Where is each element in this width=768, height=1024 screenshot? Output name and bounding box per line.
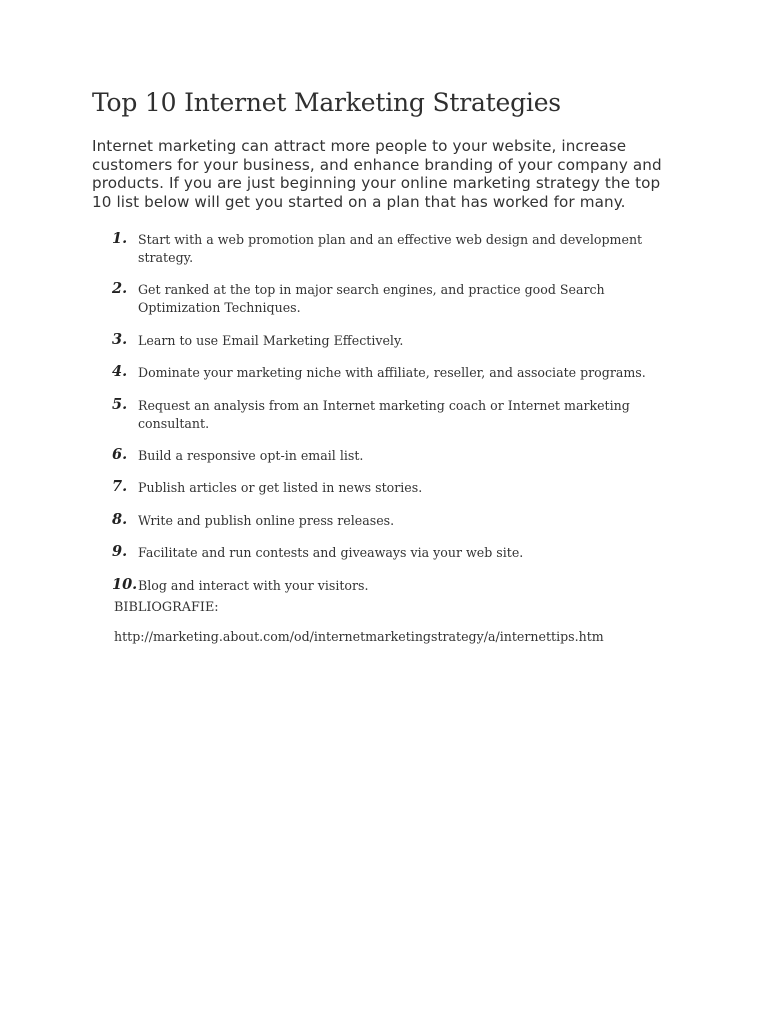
list-item-number: 3. xyxy=(112,330,128,348)
list-item xyxy=(112,478,672,497)
list-item-text: Write and publish online press releases. xyxy=(138,512,395,528)
list-item-text: Request an analysis from an Internet marketing coach or Internet marketing consultant. xyxy=(138,397,630,431)
list-item-number: 9. xyxy=(112,543,128,561)
list-item-number: 7. xyxy=(112,478,128,496)
list-item-number: 5. xyxy=(112,395,128,413)
list-item-number: 6. xyxy=(112,445,128,463)
intro-paragraph: Internet marketing can attract more people to your website, increase customers for your business, and enhance branding of your company and products. If you are just beginning your online marketing strategy the top 10 list below will get you started on a plan that has worked for many. xyxy=(92,137,662,211)
strategy-list xyxy=(112,230,672,608)
list-item xyxy=(112,543,672,562)
list-item-number: 10. xyxy=(112,575,138,593)
list-item-text: Get ranked at the top in major search engines, and practice good Search Optimization Techniques. xyxy=(138,282,605,316)
list-item xyxy=(112,280,672,317)
list-item-text: Facilitate and run contests and giveaways via your web site. xyxy=(138,545,524,561)
list-item xyxy=(112,331,672,350)
list-item xyxy=(112,396,672,433)
list-item-number: 2. xyxy=(112,280,128,298)
list-item-text: Dominate your marketing niche with affiliate, reseller, and associate programs. xyxy=(138,365,646,381)
list-item xyxy=(112,511,672,530)
list-item-text: Publish articles or get listed in news stories. xyxy=(138,480,423,496)
list-item-text: Learn to use Email Marketing Effectively. xyxy=(138,332,404,348)
list-item xyxy=(112,363,672,382)
list-item xyxy=(112,446,672,465)
document-title: Top 10 Internet Marketing Strategies xyxy=(92,88,561,117)
list-item-text: Build a responsive opt-in email list. xyxy=(138,447,364,463)
list-item-number: 1. xyxy=(112,230,128,247)
list-item xyxy=(112,576,672,595)
list-item-text: Blog and interact with your visitors. xyxy=(138,577,369,593)
list-item-number: 8. xyxy=(112,510,128,528)
list-item xyxy=(112,230,672,267)
bibliography-label: BIBLIOGRAFIE: xyxy=(114,600,219,615)
list-item-number: 4. xyxy=(112,363,128,381)
bibliography-url: http://marketing.about.com/od/internetmarketingstrategy/a/internettips.htm xyxy=(114,629,604,644)
list-item-text: Start with a web promotion plan and an effective web design and development strategy. xyxy=(138,232,643,265)
